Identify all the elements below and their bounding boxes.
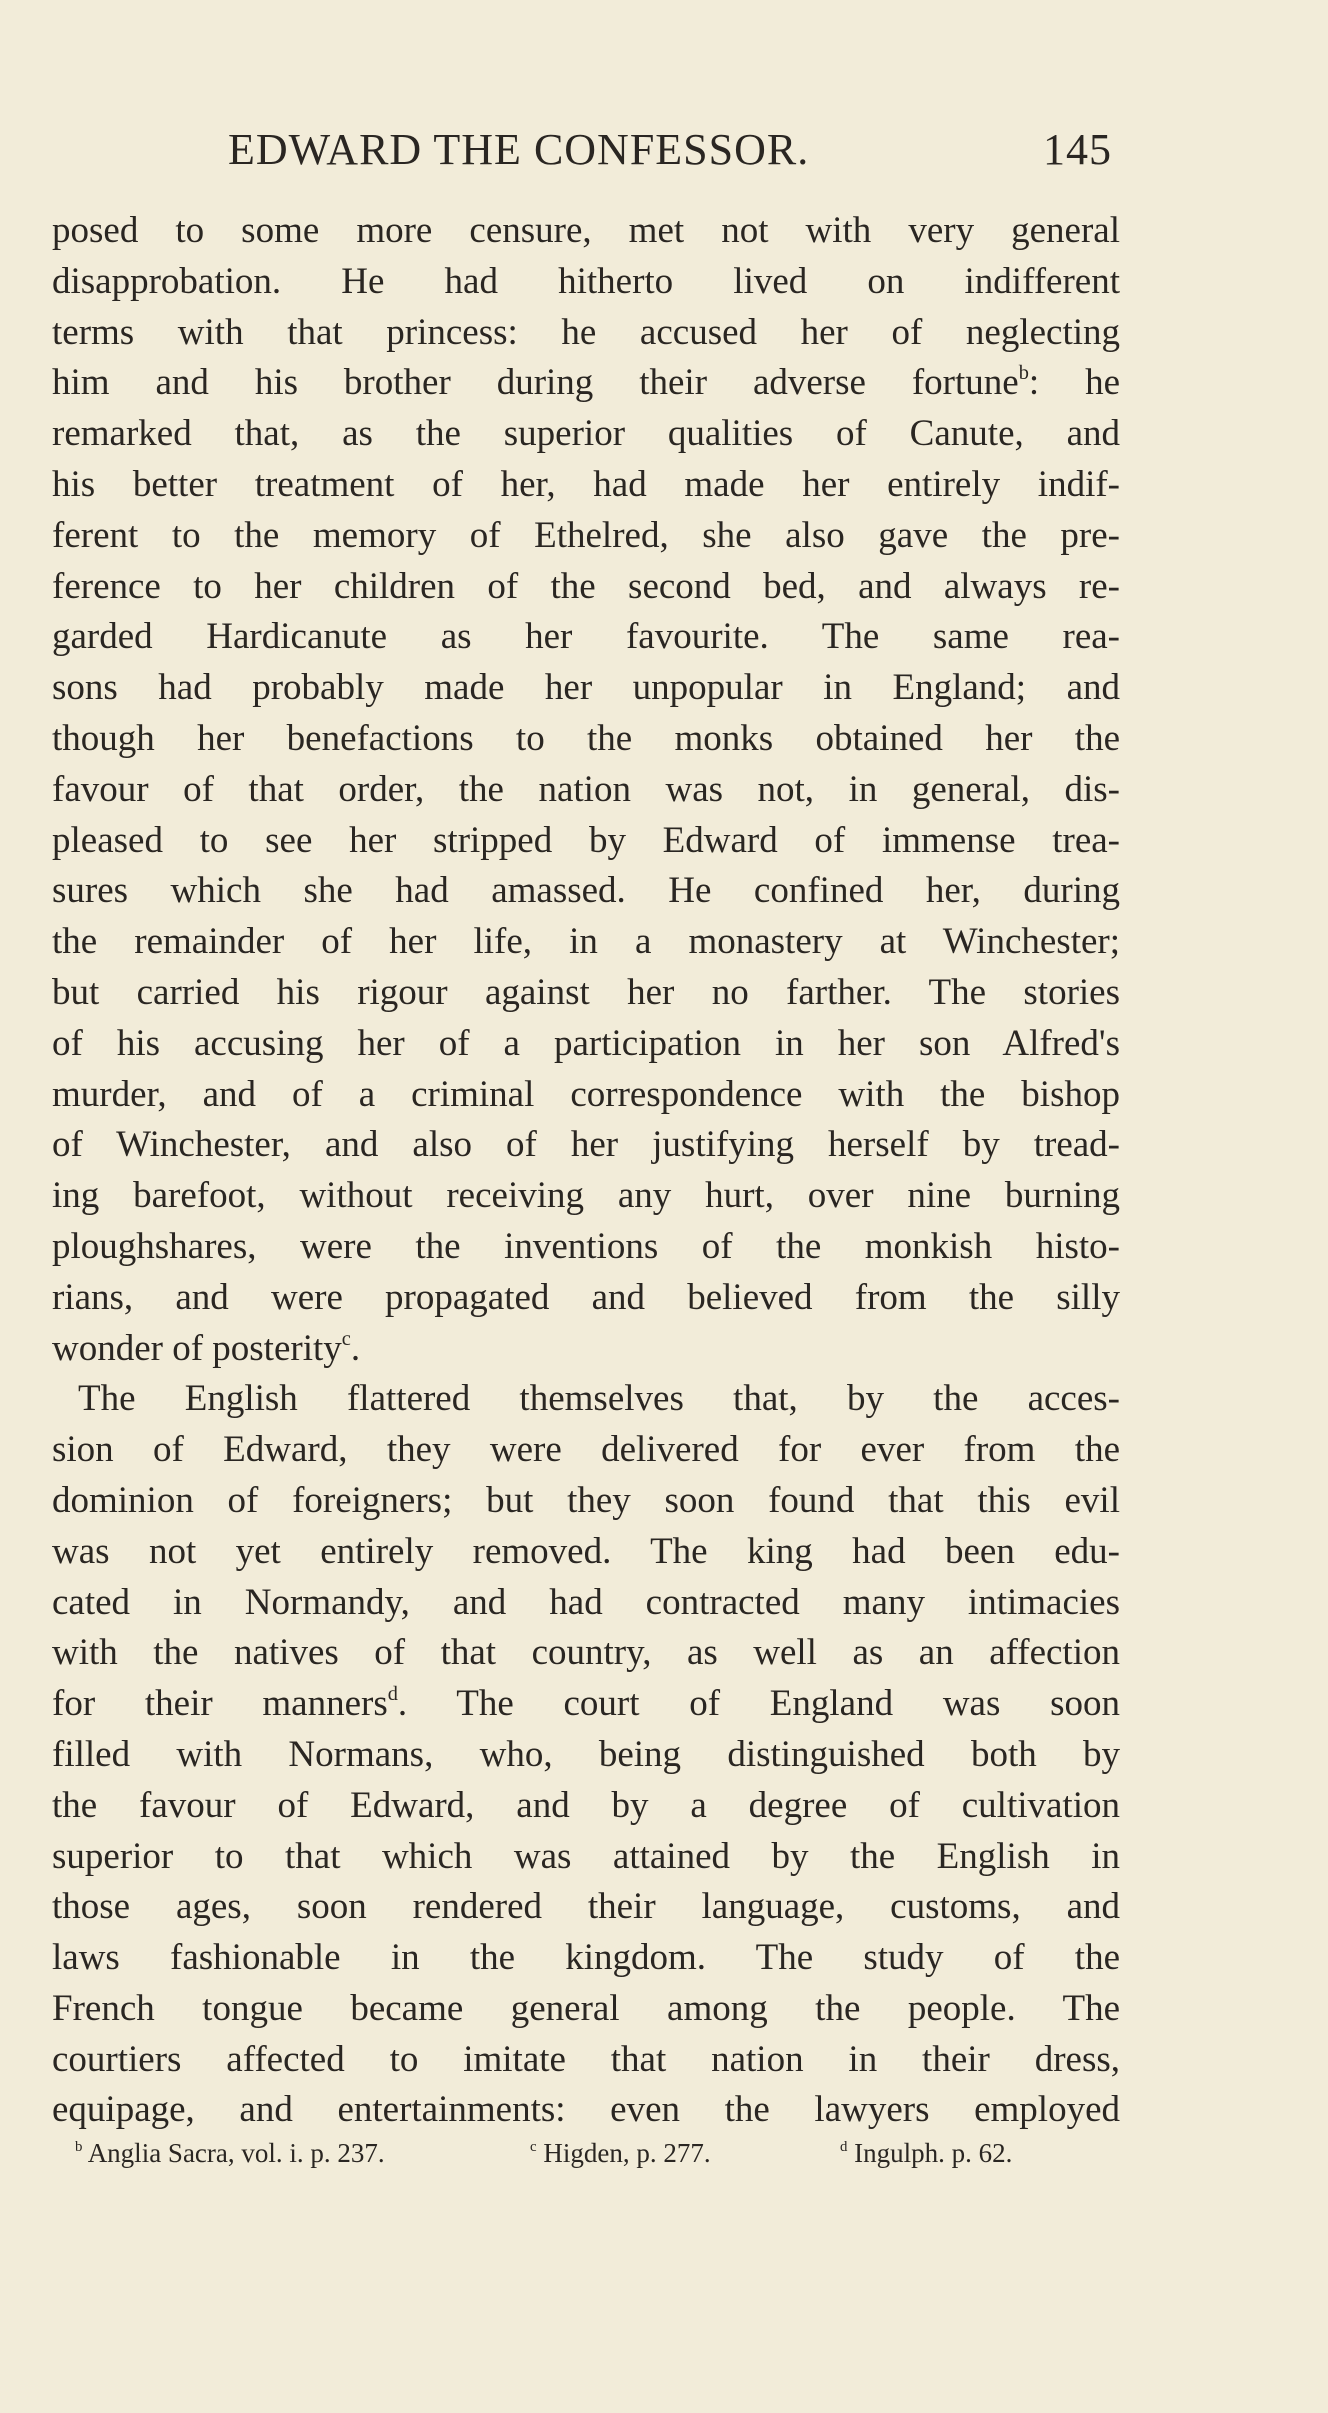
body-text	[52, 206, 1120, 2136]
text-line: cated in Normandy, and had contracted many intimacies	[52, 1581, 1120, 1623]
text-line: ference to her children of the second bed, and always re-	[52, 565, 1120, 607]
text-line	[52, 1679, 1120, 1730]
running-title: EDWARD THE CONFESSOR.	[228, 125, 810, 174]
footnotes	[60, 2138, 1120, 2178]
text-line: filled with Normans, who, being distinguished both by	[52, 1733, 1120, 1775]
text-segment: for their manners	[52, 1683, 388, 1725]
text-segment: him and his brother during their adverse fortune	[52, 362, 1019, 404]
text-line: his better treatment of her, had made her entirely indif-	[52, 463, 1120, 505]
text-line: ferent to the memory of Ethelred, she also gave the pre-	[52, 514, 1120, 556]
footnote-ref-c: c	[341, 1327, 351, 1350]
text-line: of his accusing her of a participation in her son Alfred's	[52, 1022, 1120, 1064]
text-segment: .	[350, 1327, 361, 1369]
footnote-text: Ingulph. p. 62.	[854, 2138, 1013, 2168]
text-line: but carried his rigour against her no farther. The stories	[52, 971, 1120, 1013]
text-line: rians, and were propagated and believed from the silly	[52, 1276, 1120, 1318]
text-line: those ages, soon rendered their language, customs, and	[52, 1886, 1120, 1928]
text-line: French tongue became general among the people. The	[52, 1987, 1120, 2029]
footnote-text: Higden, p. 277.	[543, 2138, 711, 2168]
text-line: was not yet entirely removed. The king had been edu-	[52, 1530, 1120, 1572]
text-line: the favour of Edward, and by a degree of cultivation	[52, 1784, 1120, 1826]
footnote-mark: d	[840, 2138, 848, 2155]
text-line: ing barefoot, without receiving any hurt, over nine burning	[52, 1175, 1120, 1217]
footnote-d	[840, 2138, 1012, 2169]
text-line	[52, 358, 1120, 409]
text-line: equipage, and entertainments: even the lawyers employed	[52, 2089, 1120, 2131]
footnote-ref-d: d	[387, 1682, 398, 1705]
text-line: sion of Edward, they were delivered for ever from the	[52, 1429, 1120, 1471]
text-line: with the natives of that country, as well as an affection	[52, 1632, 1120, 1674]
text-segment: : he	[1028, 362, 1120, 404]
text-segment: . The court of England was soon	[397, 1683, 1120, 1725]
text-line: the remainder of her life, in a monastery at Winchester;	[52, 921, 1120, 963]
text-line: superior to that which was attained by the English in	[52, 1835, 1120, 1877]
footnote-c	[530, 2138, 711, 2169]
text-line: of Winchester, and also of her justifying herself by tread-	[52, 1124, 1120, 1166]
text-line: terms with that princess: he accused her of neglecting	[52, 311, 1120, 353]
text-line: ploughshares, were the inventions of the monkish histo-	[52, 1225, 1120, 1267]
text-line: courtiers affected to imitate that nation in their dress,	[52, 2038, 1120, 2080]
footnote-ref-b: b	[1018, 362, 1029, 385]
running-header	[0, 124, 1328, 184]
text-line: sures which she had amassed. He confined her, during	[52, 870, 1120, 912]
text-line: sons had probably made her unpopular in England; and	[52, 667, 1120, 709]
page-number: 145	[1043, 125, 1112, 174]
footnote-mark: b	[75, 2138, 83, 2155]
footnote-text: Anglia Sacra, vol. i. p. 237.	[87, 2138, 385, 2168]
text-segment: wonder of posterity	[52, 1327, 342, 1369]
text-line: pleased to see her stripped by Edward of immense trea-	[52, 819, 1120, 861]
footnote-b	[75, 2138, 385, 2169]
text-line: laws fashionable in the kingdom. The study of the	[52, 1937, 1120, 1979]
text-line: though her benefactions to the monks obtained her the	[52, 717, 1120, 759]
footnote-mark: c	[530, 2138, 537, 2155]
text-line	[52, 1324, 1120, 1375]
text-line: The English flattered themselves that, by the acces-	[78, 1378, 1120, 1420]
text-line: dominion of foreigners; but they soon found that this evil	[52, 1479, 1120, 1521]
text-line: murder, and of a criminal correspondence with the bishop	[52, 1073, 1120, 1115]
text-line: posed to some more censure, met not with very general	[52, 210, 1120, 251]
text-line: garded Hardicanute as her favourite. The same rea-	[52, 616, 1120, 658]
text-line: favour of that order, the nation was not, in general, dis-	[52, 768, 1120, 810]
text-line: remarked that, as the superior qualities of Canute, and	[52, 413, 1120, 455]
text-line: disapprobation. He had hitherto lived on indifferent	[52, 260, 1120, 302]
